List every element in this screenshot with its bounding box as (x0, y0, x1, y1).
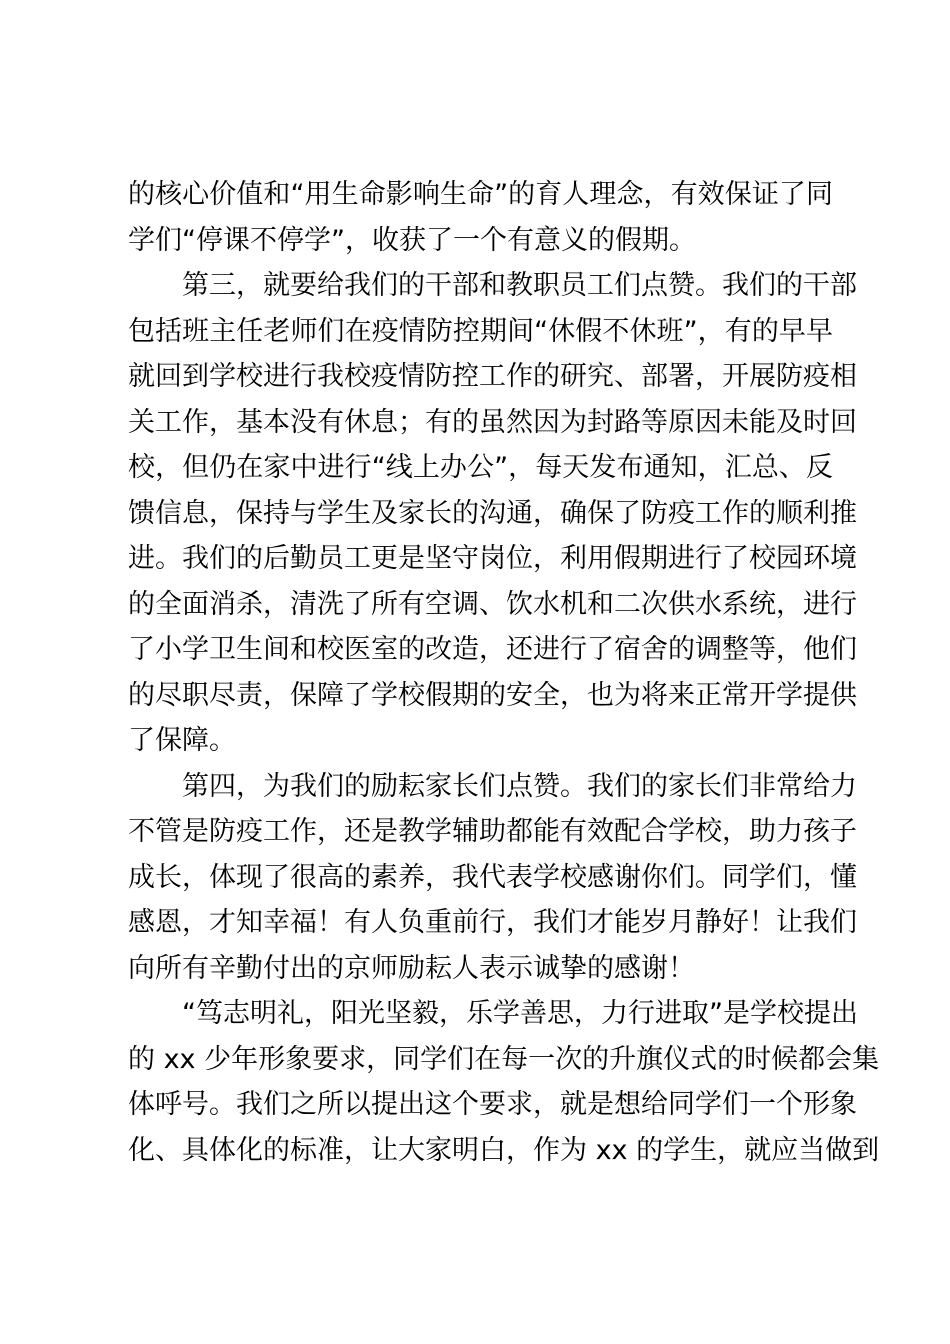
text-line: 成长，体现了很高的素养，我代表学校感谢你们。同学们，懂 (128, 861, 857, 893)
text-line: 馈信息，保持与学生及家长的沟通，确保了防疫工作的顺利推 (128, 497, 857, 529)
text-line: 了小学卫生间和校医室的改造，还进行了宿舍的调整等，他们 (128, 634, 857, 665)
text-line: 的 xx 少年形象要求，同学们在每一次的升旗仪式的时候都会集 (128, 1043, 880, 1075)
text-line: 化、具体化的标准，让大家明白，作为 xx 的学生，就应当做到 (128, 1134, 880, 1166)
text-line: 向所有辛勤付出的京师励耘人表示诚挚的感谢！ (128, 952, 695, 984)
body-text (128, 172, 880, 1173)
text-line: 体呼号。我们之所以提出这个要求，就是想给同学们一个形象 (128, 1089, 857, 1120)
text-line: 感恩，才知幸福！有人负重前行，我们才能岁月静好！让我们 (128, 907, 857, 938)
text-line: 学们“停课不停学”，收获了一个有意义的假期。 (128, 224, 696, 256)
text-line: 关工作，基本没有休息；有的虽然因为封路等原因未能及时回 (128, 406, 857, 438)
text-line: 包括班主任老师们在疫情防控期间“休假不休班”，有的早早 (128, 315, 833, 347)
text-line: 进。我们的后勤员工更是坚守岗位，利用假期进行了校园环境 (128, 543, 857, 574)
text-line: “笃志明礼，阳光坚毅，乐学善思，力行进取”是学校提出 (128, 998, 858, 1029)
text-line: 的尽职尽责，保障了学校假期的安全，也为将来正常开学提供 (128, 679, 857, 711)
text-line: 校，但仍在家中进行“线上办公”，每天发布通知，汇总、反 (128, 452, 833, 483)
text-line: 了保障。 (128, 725, 236, 756)
text-line: 不管是防疫工作，还是教学辅助都能有效配合学校，助力孩子 (128, 816, 857, 847)
text-line: 就回到学校进行我校疫情防控工作的研究、部署，开展防疫相 (128, 361, 857, 392)
text-line: 的核心价值和“用生命影响生命”的育人理念，有效保证了同 (128, 179, 833, 210)
text-line: 第四，为我们的励耘家长们点赞。我们的家长们非常给力 (128, 770, 857, 802)
text-line: 第三，就要给我们的干部和教职员工们点赞。我们的干部 (128, 270, 857, 301)
text-line: 的全面消杀，清洗了所有空调、饮水机和二次供水系统，进行 (128, 588, 857, 620)
